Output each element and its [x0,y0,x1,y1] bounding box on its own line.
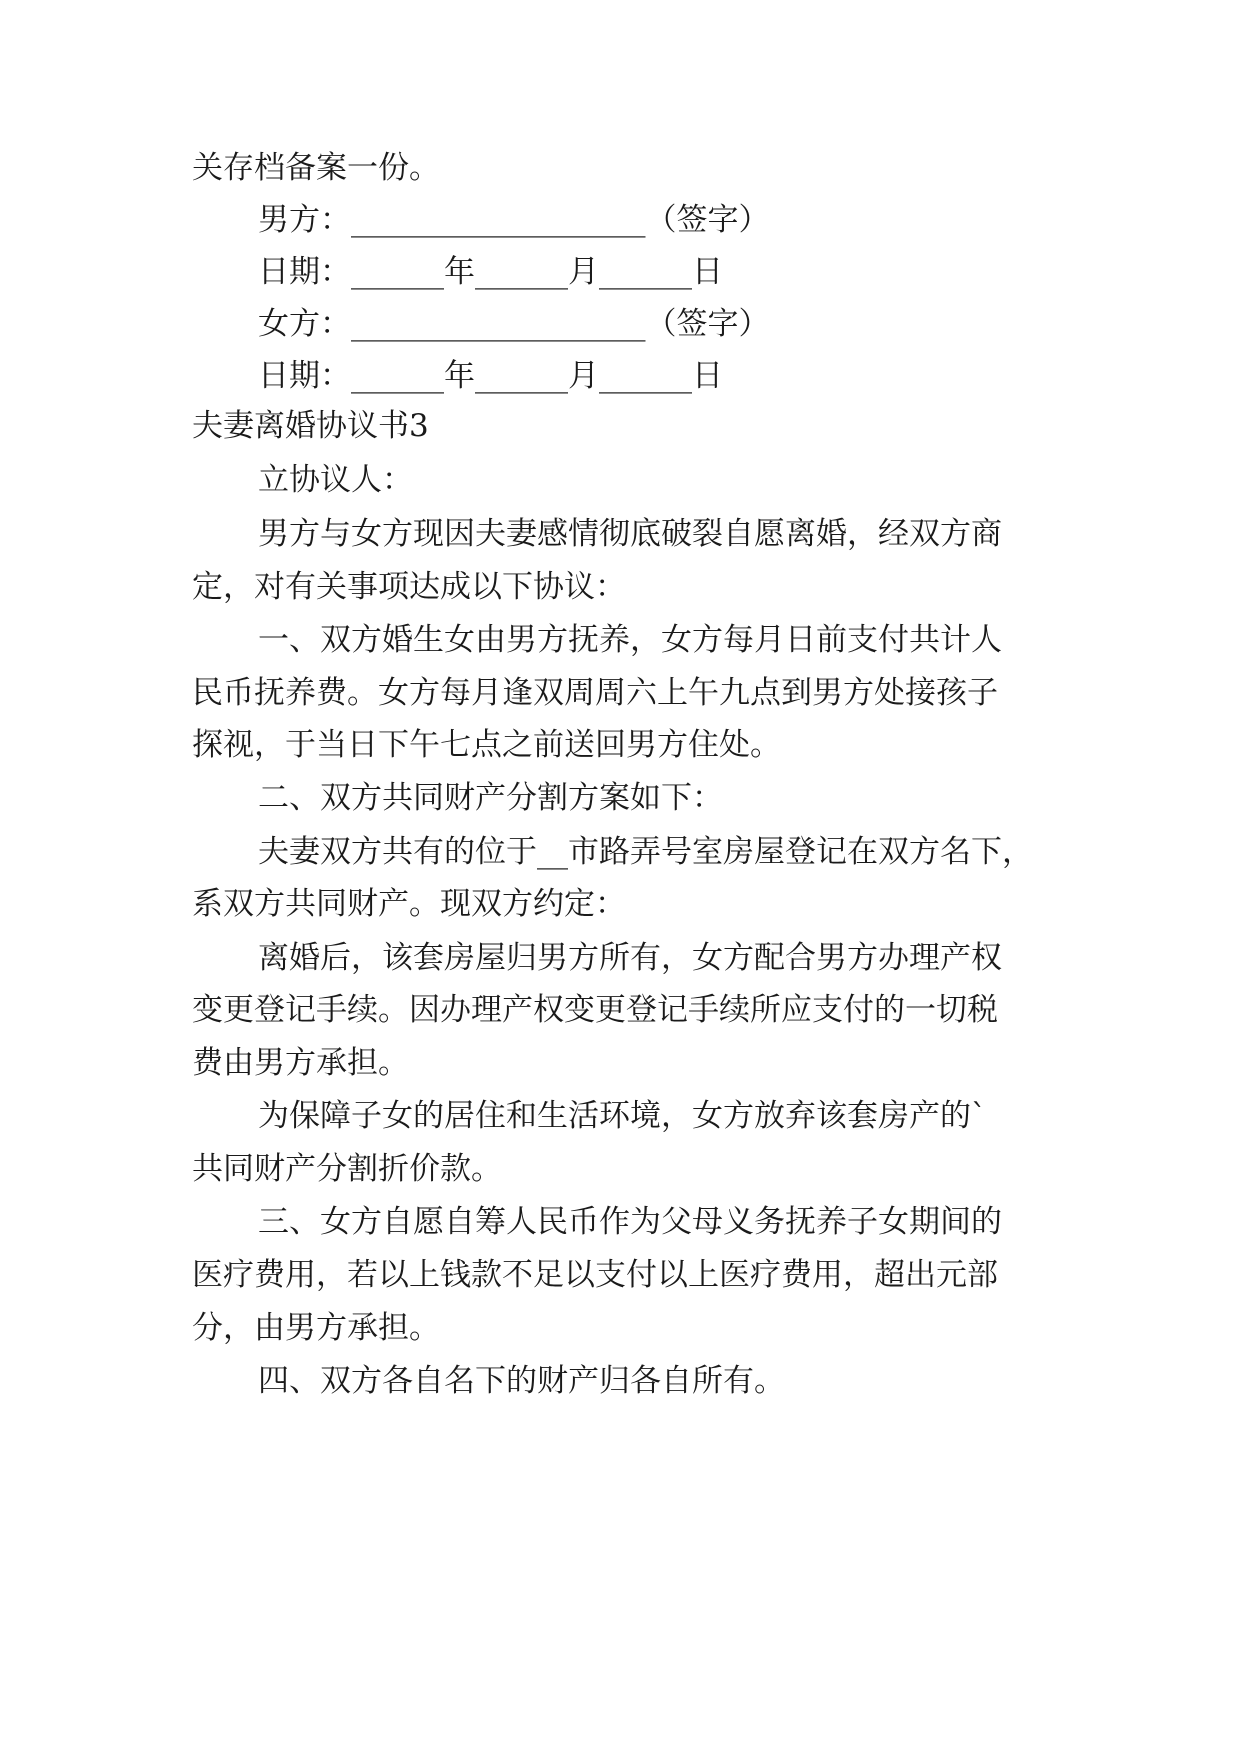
text-line: 医疗费用，若以上钱款不足以支付以上医疗费用，超出元部 [192,1257,998,1293]
document-title: 夫妻离婚协议书3 [192,408,429,444]
signature-line-male: 男方：___________________（签字） [258,202,770,238]
text-line: 民币抚养费。女方每月逢双周周六上午九点到男方处接孩子 [192,675,998,711]
text-line: 为保障子女的居住和生活环境，女方放弃该套房产的` [258,1098,987,1134]
text-line: 定，对有关事项达成以下协议： [192,569,626,605]
date-line: 日期：______年______月______日 [258,254,723,290]
text-line: 分，由男方承担。 [192,1310,440,1346]
text-line: 男方与女方现因夫妻感情彻底破裂自愿离婚，经双方商 [258,516,1002,552]
signature-line-female: 女方：___________________（签字） [258,306,770,342]
text-line: 四、双方各自名下的财产归各自所有。 [258,1363,785,1399]
date-line: 日期：______年______月______日 [258,358,723,394]
text-line: 夫妻双方共有的位于__市路弄号室房屋登记在双方名下， [258,834,1033,870]
text-line: 变更登记手续。因办理产权变更登记手续所应支付的一切税 [192,992,998,1028]
text-line: 三、女方自愿自筹人民币作为父母义务抚养子女期间的 [258,1204,1002,1240]
text-line: 离婚后，该套房屋归男方所有，女方配合男方办理产权 [258,940,1002,976]
text-line: 系双方共同财产。现双方约定： [192,886,626,922]
text-line: 探视，于当日下午七点之前送回男方住处。 [192,727,781,763]
text-line: 关存档备案一份。 [192,150,440,186]
text-line: 费由男方承担。 [192,1045,409,1081]
text-line: 立协议人： [258,462,413,498]
text-line: 共同财产分割折价款。 [192,1151,502,1187]
text-line: 二、双方共同财产分割方案如下： [258,780,723,816]
text-line: 一、双方婚生女由男方抚养，女方每月日前支付共计人 [258,622,1002,658]
